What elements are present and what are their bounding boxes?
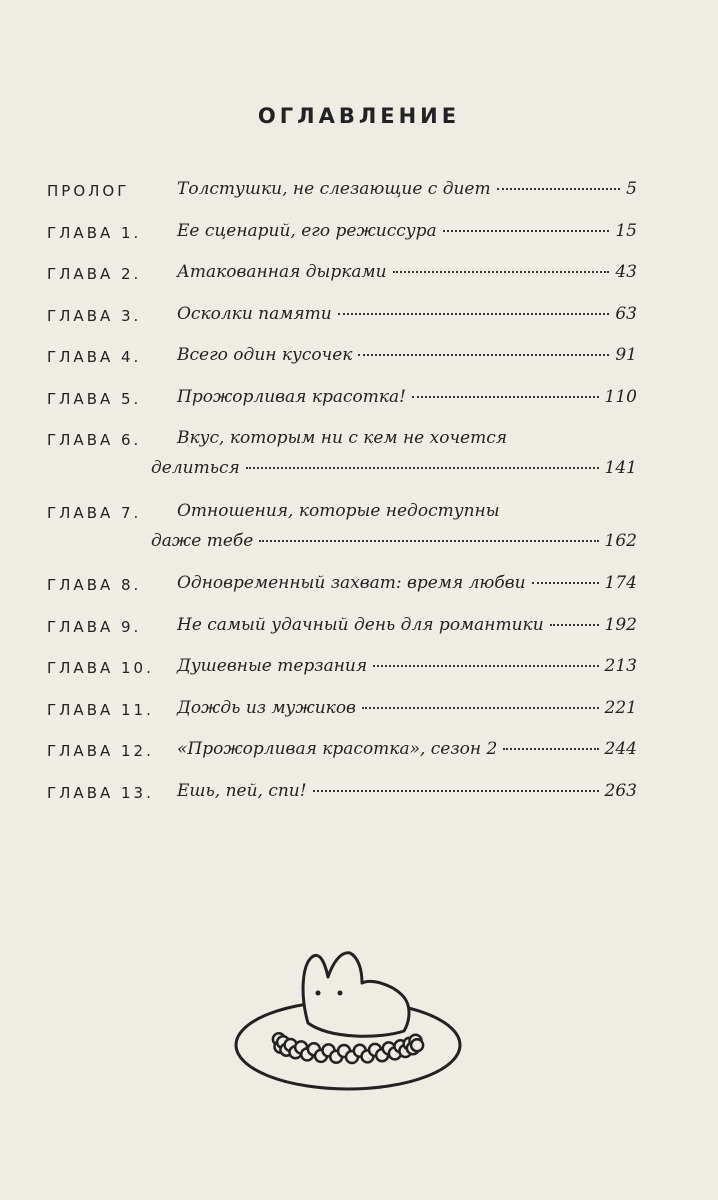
dot-leader — [503, 748, 598, 750]
dot-leader — [412, 396, 599, 398]
chapter-label: ГЛАВА 12. — [47, 742, 154, 760]
page-number: 174 — [604, 573, 637, 593]
chapter-label: ГЛАВА 13. — [47, 783, 154, 802]
page-number: 63 — [615, 303, 637, 324]
chapter-label: ГЛАВА 9. — [47, 617, 142, 636]
chapter-title-text: Душевные терзания — [177, 656, 368, 676]
dot-leader — [338, 313, 610, 315]
chapter-label: ГЛАВА 3. — [47, 306, 142, 325]
chapter-label: ПРОЛОГ — [47, 182, 130, 200]
chapter-title — [177, 501, 637, 521]
chapter-title — [177, 221, 637, 241]
dot-leader — [550, 624, 599, 626]
chapter-title — [177, 615, 637, 635]
chapter-title — [177, 262, 637, 282]
chapter-title — [177, 428, 637, 448]
dot-leader — [497, 188, 621, 190]
chapter-title-text: «Прожорливая красотка», сезон 2 — [177, 739, 498, 759]
chapter-title-text: делиться — [151, 458, 240, 478]
chapter-label: ГЛАВА 10. — [47, 659, 154, 677]
chapter-title-continued — [151, 531, 637, 551]
dot-leader — [443, 230, 610, 232]
chapter-label: ГЛАВА 6. — [47, 431, 142, 449]
page-number: 162 — [604, 530, 637, 551]
chapter-title-text: Ешь, пей, спи! — [177, 780, 307, 801]
chapter-title — [177, 573, 637, 593]
page-number: 263 — [604, 780, 637, 801]
chapter-title — [177, 698, 637, 718]
page-number: 141 — [604, 458, 637, 478]
chapter-title-text: Дождь из мужиков — [177, 697, 356, 718]
chapter-title — [177, 739, 637, 759]
chapter-title — [177, 656, 637, 676]
chapter-title-text: Отношения, которые недоступны — [177, 500, 500, 521]
dot-leader — [259, 540, 598, 542]
chapter-title-text: Одновременный захват: время любви — [177, 573, 526, 593]
chapter-label: ГЛАВА 7. — [47, 503, 142, 522]
dot-leader — [358, 354, 609, 356]
page-number: 192 — [604, 614, 637, 635]
chapter-title — [177, 304, 637, 324]
chapter-label: ГЛАВА 11. — [47, 700, 154, 719]
page-number: 91 — [615, 345, 637, 365]
dot-leader — [393, 271, 610, 273]
page-number: 244 — [604, 739, 637, 759]
page-title: ОГЛАВЛЕНИЕ — [257, 104, 461, 128]
chapter-title-text: Осколки памяти — [177, 303, 332, 324]
chapter-title — [177, 179, 637, 199]
chapter-title — [177, 345, 637, 365]
chapter-title-text: Атакованная дырками — [177, 262, 387, 282]
chapter-title-text: даже тебе — [151, 530, 254, 551]
page-number: 110 — [604, 386, 637, 407]
chapter-title-text: Всего один кусочек — [177, 345, 353, 365]
page-number: 5 — [626, 179, 637, 199]
dot-leader — [246, 467, 599, 469]
chapter-title — [177, 387, 637, 407]
page-number: 43 — [615, 262, 637, 282]
chapter-label: ГЛАВА 8. — [47, 576, 142, 594]
chapter-title-text: Прожорливая красотка! — [177, 386, 407, 407]
dot-leader — [373, 665, 598, 667]
dot-leader — [362, 707, 599, 709]
chapter-label: ГЛАВА 4. — [47, 348, 142, 366]
page-number: 221 — [604, 697, 637, 718]
rabbit-on-plate-icon — [230, 935, 480, 1095]
chapter-title-text: Ее сценарий, его режиссура — [177, 220, 437, 241]
chapter-title-text: Толстушки, не слезающие с диет — [177, 179, 491, 199]
chapter-title — [177, 781, 637, 801]
page-number: 213 — [604, 656, 637, 676]
chapter-label: ГЛАВА 5. — [47, 389, 142, 408]
dot-leader — [313, 790, 599, 792]
chapter-title-continued — [151, 458, 637, 478]
chapter-label: ГЛАВА 2. — [47, 265, 142, 283]
page-number: 15 — [615, 220, 637, 241]
chapter-title-text: Вкус, которым ни с кем не хочется — [177, 428, 508, 448]
chapter-label: ГЛАВА 1. — [47, 223, 142, 242]
chapter-title-text: Не самый удачный день для романтики — [177, 614, 544, 635]
dot-leader — [532, 582, 599, 584]
